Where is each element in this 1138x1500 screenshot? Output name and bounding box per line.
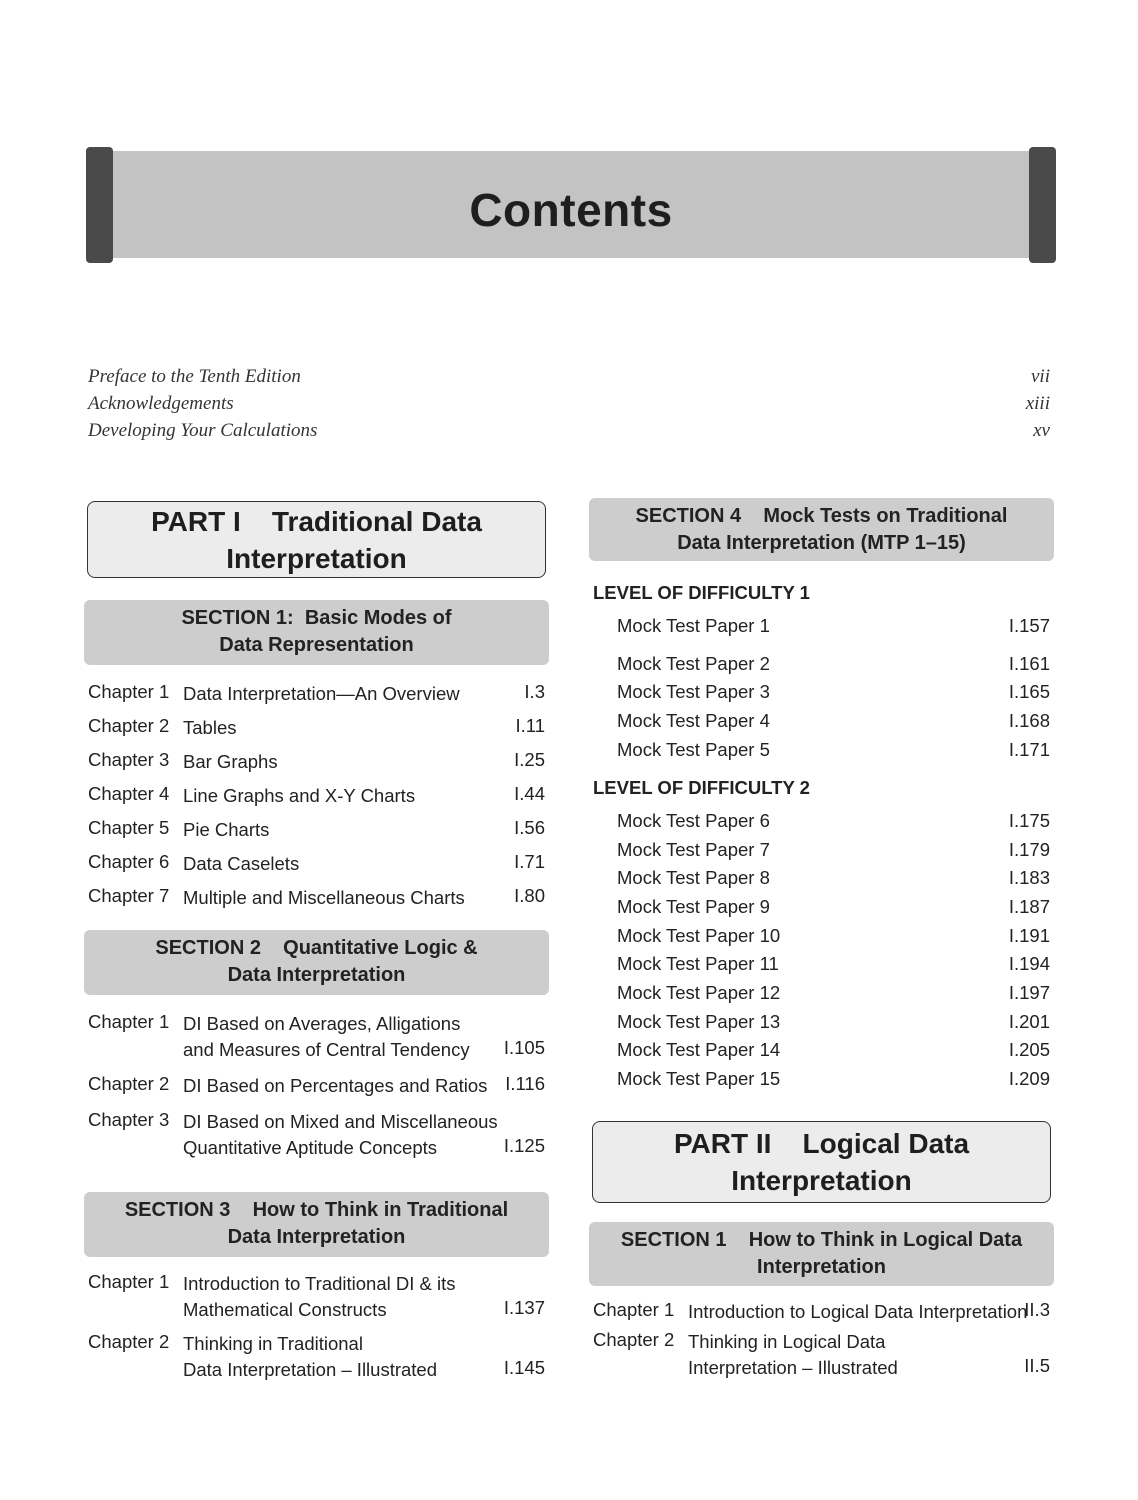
toc-entry[interactable] [88, 1331, 545, 1383]
chapter-page: I.125 [503, 1135, 545, 1156]
mock-test-entry[interactable] [617, 953, 1050, 975]
chapter-title-line2: Data Interpretation – Illustrated [183, 1359, 438, 1380]
chapter-label: Chapter 7 [88, 885, 170, 906]
mock-test-entry[interactable] [617, 867, 1050, 889]
mock-test-entry[interactable] [617, 710, 1050, 732]
front-matter-title: Developing Your Calculations [88, 420, 318, 441]
mock-test-entry[interactable] [617, 1068, 1050, 1090]
part1-section3-heading [84, 1192, 549, 1257]
mock-test-title: Mock Test Paper 13 [617, 1011, 781, 1032]
section-heading-line2: Data Interpretation (MTP 1–15) [677, 532, 966, 554]
chapter-label: Chapter 3 [88, 749, 170, 770]
chapter-page: I.56 [514, 817, 545, 838]
mock-test-title: Mock Test Paper 3 [617, 681, 770, 702]
mock-test-title: Mock Test Paper 5 [617, 739, 770, 760]
chapter-page: I.71 [514, 851, 545, 872]
mock-test-page: I.194 [1008, 953, 1050, 974]
mock-test-page: I.157 [1008, 615, 1050, 636]
chapter-title: Multiple and Miscellaneous Charts [183, 887, 465, 908]
part2-heading-line1: PART II Logical Data [673, 1128, 970, 1159]
mock-test-page: I.201 [1008, 1011, 1050, 1032]
mock-test-entry[interactable] [617, 681, 1050, 703]
chapter-label: Chapter 2 [593, 1329, 675, 1350]
mock-test-title: Mock Test Paper 1 [617, 615, 770, 636]
toc-entry[interactable] [88, 1011, 545, 1063]
front-matter-item[interactable] [88, 366, 1050, 392]
chapter-title: Tables [183, 717, 237, 738]
chapter-label: Chapter 1 [88, 1271, 170, 1292]
chapter-title: Introduction to Logical Data Interpretation [688, 1301, 1028, 1322]
chapter-page: II.3 [1024, 1299, 1050, 1320]
mock-test-entry[interactable] [617, 653, 1050, 675]
mock-test-entry[interactable] [617, 925, 1050, 947]
toc-entry[interactable] [88, 1109, 545, 1161]
mock-test-entry[interactable] [617, 839, 1050, 861]
contents-banner [86, 147, 1056, 263]
section-heading-line2: Data Interpretation [227, 1226, 406, 1248]
chapter-page: I.44 [514, 783, 545, 804]
mock-test-title: Mock Test Paper 11 [617, 953, 779, 974]
mock-test-page: I.183 [1008, 867, 1050, 888]
chapter-page: I.3 [524, 681, 545, 702]
mock-test-title: Mock Test Paper 14 [617, 1039, 781, 1060]
front-matter-page: vii [1031, 366, 1050, 387]
chapter-title-line1: DI Based on Mixed and Miscellaneous [183, 1111, 498, 1132]
mock-test-page: I.165 [1008, 681, 1050, 702]
mock-test-entry[interactable] [617, 1039, 1050, 1061]
mock-test-title: Mock Test Paper 6 [617, 810, 770, 831]
part1-section1-heading [84, 600, 549, 665]
chapter-title-line1: Introduction to Traditional DI & its [183, 1273, 456, 1294]
chapter-title: Line Graphs and X-Y Charts [183, 785, 416, 806]
section-heading-line2: Data Representation [219, 634, 414, 656]
chapter-label: Chapter 2 [88, 1331, 170, 1352]
toc-entry[interactable] [88, 749, 545, 775]
toc-entry[interactable] [88, 783, 545, 809]
front-matter-item[interactable] [88, 393, 1050, 419]
toc-entry[interactable] [88, 817, 545, 843]
mock-test-page: I.209 [1008, 1068, 1050, 1089]
chapter-label: Chapter 5 [88, 817, 170, 838]
mock-test-page: I.161 [1008, 653, 1050, 674]
mock-test-title: Mock Test Paper 7 [617, 839, 770, 860]
section-heading-line1: SECTION 4 Mock Tests on Traditional [635, 505, 1008, 527]
part1-heading-line2: Interpretation [226, 543, 407, 574]
part1-heading [87, 501, 546, 578]
chapter-page: II.5 [1024, 1355, 1050, 1376]
chapter-title: Bar Graphs [183, 751, 278, 772]
section-heading-line1: SECTION 3 How to Think in Traditional [124, 1199, 509, 1221]
chapter-label: Chapter 1 [593, 1299, 675, 1320]
chapter-title-line2: and Measures of Central Tendency [183, 1039, 470, 1060]
part1-heading-line1: PART I Traditional Data [151, 506, 482, 537]
section-heading-line1: SECTION 1 How to Think in Logical Data [620, 1229, 1023, 1251]
level-heading: LEVEL OF DIFFICULTY 1 [593, 582, 810, 603]
chapter-page: I.11 [515, 715, 545, 736]
mock-test-page: I.179 [1008, 839, 1050, 860]
part2-heading [592, 1121, 1051, 1203]
chapter-title: Data Caselets [183, 853, 300, 874]
mock-test-title: Mock Test Paper 8 [617, 867, 770, 888]
mock-test-entry[interactable] [617, 739, 1050, 761]
chapter-page: I.105 [503, 1037, 545, 1058]
chapter-label: Chapter 3 [88, 1109, 170, 1130]
mock-test-page: I.205 [1008, 1039, 1050, 1060]
mock-test-page: I.187 [1008, 896, 1050, 917]
front-matter-page: xiii [1025, 393, 1050, 414]
mock-test-page: I.197 [1008, 982, 1050, 1003]
mock-test-page: I.168 [1008, 710, 1050, 731]
chapter-title: Data Interpretation—An Overview [183, 683, 460, 704]
toc-entry[interactable] [88, 681, 545, 707]
chapter-page: I.145 [503, 1357, 545, 1378]
front-matter-title: Acknowledgements [88, 393, 234, 414]
toc-entry[interactable] [593, 1329, 1050, 1381]
mock-test-entry[interactable] [617, 896, 1050, 918]
front-matter-item[interactable] [88, 420, 1050, 446]
chapter-page: I.80 [514, 885, 545, 906]
toc-entry[interactable] [593, 1299, 1050, 1325]
level-heading: LEVEL OF DIFFICULTY 2 [593, 777, 810, 798]
chapter-page: I.25 [514, 749, 545, 770]
section-heading-line2: Data Interpretation [227, 964, 406, 986]
mock-test-title: Mock Test Paper 12 [617, 982, 781, 1003]
part2-section1-heading [589, 1222, 1054, 1286]
page-title: Contents [469, 184, 673, 236]
mock-test-entry[interactable] [617, 1011, 1050, 1033]
chapter-title-line2: Quantitative Aptitude Concepts [183, 1137, 438, 1158]
chapter-label: Chapter 2 [88, 715, 170, 736]
mock-test-title: Mock Test Paper 9 [617, 896, 770, 917]
front-matter-page: xv [1033, 420, 1050, 441]
mock-test-title: Mock Test Paper 4 [617, 710, 770, 731]
chapter-title-line1: Thinking in Traditional [183, 1333, 363, 1354]
chapter-title-line2: Interpretation – Illustrated [688, 1357, 898, 1378]
mock-test-entry[interactable] [617, 982, 1050, 1004]
mock-test-title: Mock Test Paper 10 [617, 925, 781, 946]
chapter-label: Chapter 1 [88, 1011, 170, 1032]
mock-test-entry[interactable] [617, 615, 1050, 637]
chapter-title: Pie Charts [183, 819, 270, 840]
toc-entry[interactable] [88, 885, 545, 911]
part1-section2-heading [84, 930, 549, 995]
part1-section4-heading [589, 498, 1054, 561]
toc-entry[interactable] [88, 715, 545, 741]
mock-test-title: Mock Test Paper 2 [617, 653, 770, 674]
chapter-label: Chapter 1 [88, 681, 170, 702]
chapter-title-line1: DI Based on Averages, Alligations [183, 1013, 461, 1034]
chapter-title: DI Based on Percentages and Ratios [183, 1075, 488, 1096]
mock-test-page: I.171 [1008, 739, 1050, 760]
section-heading-line1: SECTION 2 Quantitative Logic & [155, 937, 478, 959]
section-heading-line1: SECTION 1: Basic Modes of [181, 607, 452, 629]
section-heading-line2: Interpretation [757, 1256, 886, 1278]
mock-test-title: Mock Test Paper 15 [617, 1068, 781, 1089]
toc-entry[interactable] [88, 1271, 545, 1323]
chapter-title-line2: Mathematical Constructs [183, 1299, 387, 1320]
chapter-page: I.116 [505, 1073, 545, 1094]
chapter-label: Chapter 2 [88, 1073, 170, 1094]
mock-test-entry[interactable] [617, 810, 1050, 832]
chapter-title-line1: Thinking in Logical Data [688, 1331, 886, 1352]
mock-test-page: I.175 [1008, 810, 1050, 831]
mock-test-page: I.191 [1008, 925, 1050, 946]
chapter-label: Chapter 6 [88, 851, 170, 872]
toc-entry[interactable] [88, 1073, 545, 1099]
front-matter-title: Preface to the Tenth Edition [88, 366, 301, 387]
toc-entry[interactable] [88, 851, 545, 877]
part2-heading-line2: Interpretation [731, 1165, 912, 1196]
chapter-label: Chapter 4 [88, 783, 170, 804]
chapter-page: I.137 [503, 1297, 545, 1318]
